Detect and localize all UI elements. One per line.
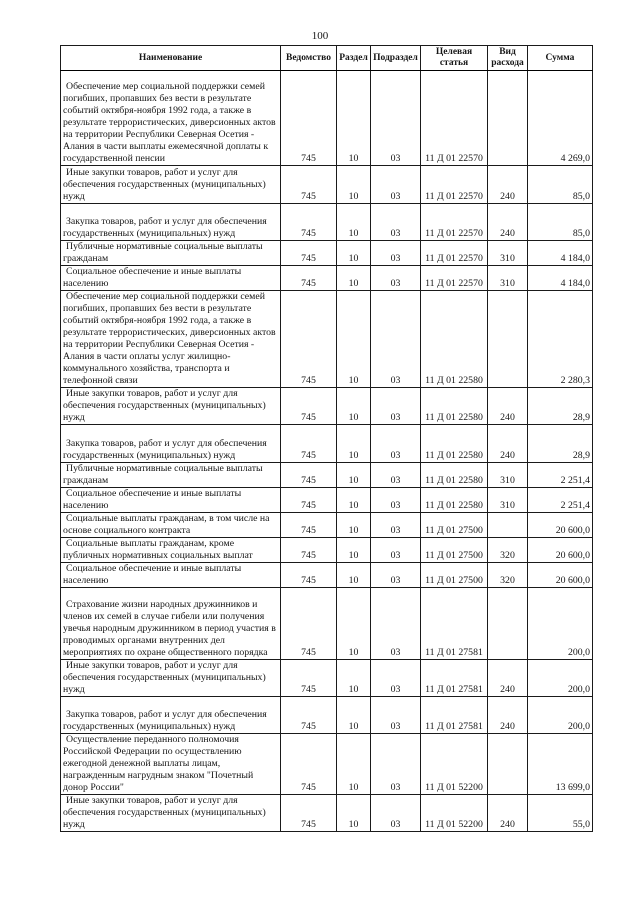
section-code-cell: 10 [337,563,371,588]
section-code-cell: 10 [337,795,371,832]
name-cell: Публичные нормативные социальные выплаты гражданам [61,463,281,488]
target-article-cell: 11 Д 01 22570 [421,266,488,291]
section-code-cell: 10 [337,388,371,425]
department-code-cell: 745 [281,71,337,166]
name-cell: Закупка товаров, работ и услуг для обеспечения государственных (муниципальных) нужд [61,425,281,463]
header-target-article: Целевая статья [421,46,488,71]
expense-type-cell: 240 [488,388,528,425]
section-code-cell: 10 [337,660,371,697]
header-row [61,46,593,71]
subsection-code-cell: 03 [371,488,421,513]
name-cell: Страхование жизни народных дружинников и членов их семей в случае гибели или получения увечья народным дружинником в период участия в проводимых органами внутренних дел мероприятиях по охране общественного порядка [61,588,281,660]
table-row [61,588,593,660]
name-cell: Социальное обеспечение и иные выплаты населению [61,488,281,513]
target-article-cell: 11 Д 01 27581 [421,660,488,697]
table-row [61,71,593,166]
target-article-cell: 11 Д 01 27581 [421,697,488,734]
table-row [61,204,593,241]
subsection-code-cell: 03 [371,795,421,832]
target-article-cell: 11 Д 01 22580 [421,388,488,425]
amount-cell: 20 600,0 [528,563,593,588]
department-code-cell: 745 [281,697,337,734]
page-number: 100 [311,30,329,42]
table-row [61,795,593,832]
section-code-cell: 10 [337,166,371,204]
department-code-cell: 745 [281,660,337,697]
amount-cell: 20 600,0 [528,538,593,563]
department-code-cell: 745 [281,734,337,795]
subsection-code-cell: 03 [371,463,421,488]
table-body [61,71,593,832]
expense-type-cell [488,588,528,660]
name-cell: Иные закупки товаров, работ и услуг для обеспечения государственных (муниципальных) нужд [61,660,281,697]
section-code-cell: 10 [337,463,371,488]
subsection-code-cell: 03 [371,660,421,697]
target-article-cell: 11 Д 01 22570 [421,71,488,166]
header-subsection: Подраздел [371,46,421,71]
subsection-code-cell: 03 [371,388,421,425]
subsection-code-cell: 03 [371,513,421,538]
department-code-cell: 745 [281,795,337,832]
expense-type-cell: 240 [488,660,528,697]
expense-type-cell: 320 [488,538,528,563]
section-code-cell: 10 [337,425,371,463]
name-cell: Осуществление переданного полномочия Российской Федерации по осуществлению ежегодной денежной выплаты лицам, награжденным нагрудным знаком "Почетный донор России" [61,734,281,795]
department-code-cell: 745 [281,204,337,241]
subsection-code-cell: 03 [371,588,421,660]
subsection-code-cell: 03 [371,241,421,266]
department-code-cell: 745 [281,538,337,563]
table-row [61,266,593,291]
amount-cell: 200,0 [528,660,593,697]
table-row [61,388,593,425]
target-article-cell: 11 Д 01 22570 [421,204,488,241]
amount-cell: 2 251,4 [528,488,593,513]
expense-type-cell: 240 [488,795,528,832]
table-row [61,166,593,204]
department-code-cell: 745 [281,166,337,204]
budget-table [60,45,593,832]
amount-cell: 4 184,0 [528,266,593,291]
amount-cell: 20 600,0 [528,513,593,538]
expense-type-cell: 320 [488,563,528,588]
expense-type-cell [488,291,528,388]
target-article-cell: 11 Д 01 52200 [421,734,488,795]
name-cell: Иные закупки товаров, работ и услуг для обеспечения государственных (муниципальных) нужд [61,166,281,204]
target-article-cell: 11 Д 01 27581 [421,588,488,660]
target-article-cell: 11 Д 01 27500 [421,513,488,538]
amount-cell: 4 184,0 [528,241,593,266]
amount-cell: 28,9 [528,388,593,425]
table-row [61,241,593,266]
section-code-cell: 10 [337,71,371,166]
target-article-cell: 11 Д 01 27500 [421,563,488,588]
target-article-cell: 11 Д 01 22570 [421,166,488,204]
amount-cell: 200,0 [528,588,593,660]
table-row [61,513,593,538]
table-row [61,660,593,697]
subsection-code-cell: 03 [371,697,421,734]
table-row [61,538,593,563]
section-code-cell: 10 [337,266,371,291]
section-code-cell: 10 [337,734,371,795]
expense-type-cell: 310 [488,241,528,266]
section-code-cell: 10 [337,588,371,660]
amount-cell: 4 269,0 [528,71,593,166]
name-cell: Социальные выплаты гражданам, в том числе на основе социального контракта [61,513,281,538]
target-article-cell: 11 Д 01 22570 [421,241,488,266]
name-cell: Закупка товаров, работ и услуг для обеспечения государственных (муниципальных) нужд [61,697,281,734]
expense-type-cell: 310 [488,266,528,291]
amount-cell: 2 280,3 [528,291,593,388]
table-row [61,697,593,734]
department-code-cell: 745 [281,488,337,513]
expense-type-cell [488,513,528,538]
amount-cell: 200,0 [528,697,593,734]
header-expense-type: Вид расхода [488,46,528,71]
expense-type-cell: 310 [488,463,528,488]
subsection-code-cell: 03 [371,166,421,204]
subsection-code-cell: 03 [371,538,421,563]
target-article-cell: 11 Д 01 22580 [421,488,488,513]
header-amount: Сумма [528,46,593,71]
name-cell: Социальное обеспечение и иные выплаты населению [61,563,281,588]
table-row [61,425,593,463]
section-code-cell: 10 [337,241,371,266]
target-article-cell: 11 Д 01 27500 [421,538,488,563]
department-code-cell: 745 [281,563,337,588]
target-article-cell: 11 Д 01 52200 [421,795,488,832]
department-code-cell: 745 [281,463,337,488]
subsection-code-cell: 03 [371,71,421,166]
expense-type-cell: 240 [488,204,528,241]
expense-type-cell [488,734,528,795]
table-row [61,463,593,488]
amount-cell: 55,0 [528,795,593,832]
amount-cell: 13 699,0 [528,734,593,795]
table-row [61,734,593,795]
subsection-code-cell: 03 [371,425,421,463]
department-code-cell: 745 [281,266,337,291]
department-code-cell: 745 [281,291,337,388]
expense-type-cell: 240 [488,166,528,204]
name-cell: Социальные выплаты гражданам, кроме публичных нормативных социальных выплат [61,538,281,563]
amount-cell: 85,0 [528,166,593,204]
target-article-cell: 11 Д 01 22580 [421,291,488,388]
header-name: Наименование [61,46,281,71]
department-code-cell: 745 [281,241,337,266]
section-code-cell: 10 [337,204,371,241]
department-code-cell: 745 [281,425,337,463]
subsection-code-cell: 03 [371,734,421,795]
name-cell: Закупка товаров, работ и услуг для обеспечения государственных (муниципальных) нужд [61,204,281,241]
expense-type-cell: 310 [488,488,528,513]
department-code-cell: 745 [281,588,337,660]
amount-cell: 2 251,4 [528,463,593,488]
target-article-cell: 11 Д 01 22580 [421,463,488,488]
table-row [61,488,593,513]
section-code-cell: 10 [337,488,371,513]
target-article-cell: 11 Д 01 22580 [421,425,488,463]
section-code-cell: 10 [337,291,371,388]
expense-type-cell: 240 [488,697,528,734]
table-row [61,563,593,588]
table-row [61,291,593,388]
department-code-cell: 745 [281,388,337,425]
table-header [61,46,593,71]
section-code-cell: 10 [337,538,371,563]
section-code-cell: 10 [337,513,371,538]
department-code-cell: 745 [281,513,337,538]
name-cell: Иные закупки товаров, работ и услуг для обеспечения государственных (муниципальных) нужд [61,795,281,832]
header-section: Раздел [337,46,371,71]
subsection-code-cell: 03 [371,204,421,241]
amount-cell: 28,9 [528,425,593,463]
section-code-cell: 10 [337,697,371,734]
name-cell: Публичные нормативные социальные выплаты гражданам [61,241,281,266]
subsection-code-cell: 03 [371,266,421,291]
name-cell: Иные закупки товаров, работ и услуг для обеспечения государственных (муниципальных) нужд [61,388,281,425]
subsection-code-cell: 03 [371,291,421,388]
name-cell: Обеспечение мер социальной поддержки семей погибших, пропавших без вести в результате событий октября-ноября 1992 года, а также в результате террористических, диверсионных актов на территории Республики Северная Осетия - Алания в части выплаты ежемесячной доплаты к государственной пенсии [61,71,281,166]
header-department: Ведомство [281,46,337,71]
expense-type-cell: 240 [488,425,528,463]
name-cell: Обеспечение мер социальной поддержки семей погибших, пропавших без вести в результате событий октября-ноября 1992 года, а также в результате террористических, диверсионных актов на территории Республики Северная Осетия - Алания в части оплаты услуг жилищно- коммунального хозяйства, транспорта и телефонной связи [61,291,281,388]
name-cell: Социальное обеспечение и иные выплаты населению [61,266,281,291]
subsection-code-cell: 03 [371,563,421,588]
amount-cell: 85,0 [528,204,593,241]
expense-type-cell [488,71,528,166]
